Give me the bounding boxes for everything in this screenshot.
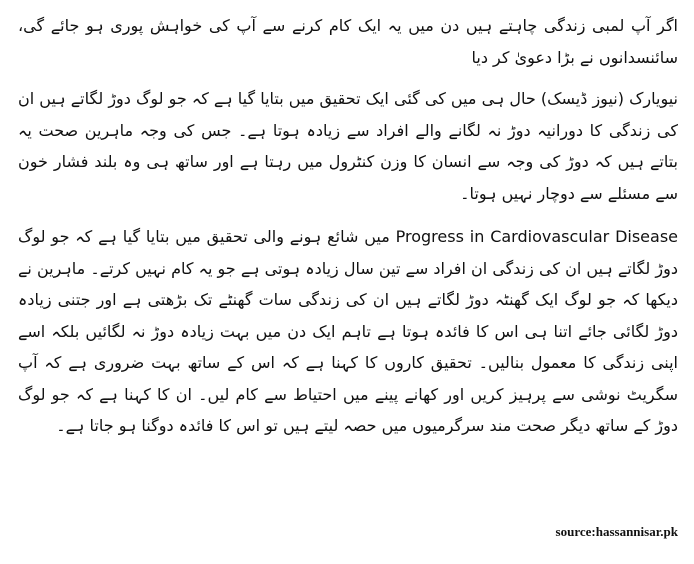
article-headline: اگر آپ لمبی زندگی چاہتے ہیں دن میں یہ ایک کام کرنے سے آپ کی خواہش پوری ہو جائے گی، سائنسدانوں نے بڑا دعویٰ کر دیا	[18, 16, 678, 67]
article-paragraph-intro: نیویارک (نیوز ڈیسک) حال ہی میں کی گئی ایک تحقیق میں بتایا گیا ہے کہ جو لوگ دوڑ لگاتے ہیں ان کی زندگی کا دورانیہ دوڑ نہ لگانے والے افراد سے زیادہ ہوتا ہے۔ جس کی وجہ ماہرین صحت یہ بتاتے ہیں کہ دوڑ کی وجہ سے انسان کا وزن کنٹرول میں رہتا ہے اور ساتھ ہی وہ بلند فشار خون سے مسئلے سے دوچار نہیں ہوتا۔	[18, 89, 678, 203]
article-paragraph-research: Progress in Cardiovascular Disease میں شائع ہونے والی تحقیق میں بتایا گیا ہے کہ جو لوگ دوڑ لگاتے ہیں ان کی زندگی ان افراد سے تین سال زیادہ ہوتی ہے جو یہ کام نہیں کرتے۔ ماہرین نے دیکھا کہ جو لوگ ایک گھنٹہ دوڑ لگاتے ہیں ان کی زندگی سات گھنٹے تک بڑھتی ہے اور جتنی زیادہ دوڑ لگائی جائے اتنا ہی اس کا فائدہ ہوتا ہے تاہم ایک دن میں بہت زیادہ دوڑ نہ لگائیں بلکہ اسے اپنی زندگی کا معمول بنالیں۔ تحقیق کاروں کا کہنا ہے کہ اس کے ساتھ بہت ضروری ہے کہ آپ سگریٹ نوشی سے پرہیز کریں اور کھانے پینے میں احتیاط سے کام لیں۔ ان کا کہنا ہے کہ جو لوگ دوڑ کے ساتھ دیگر صحت مند سرگرمیوں میں حصہ لیتے ہیں تو اس کا فائدہ دوگنا ہو جاتا ہے۔	[18, 227, 679, 435]
article-body	[18, 10, 678, 454]
source-credit: source:hassannisar.pk	[555, 524, 678, 539]
